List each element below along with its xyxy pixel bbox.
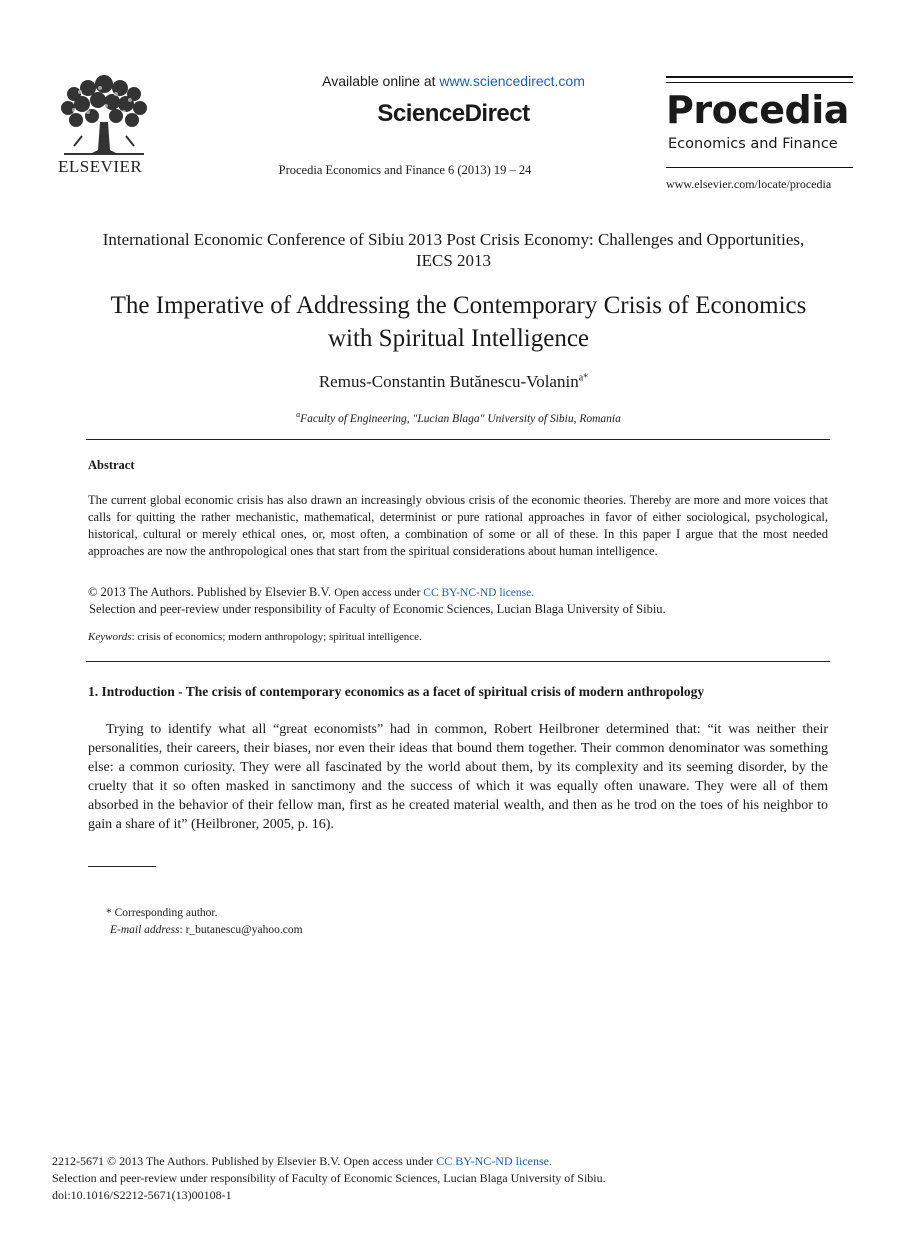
conference-name: International Economic Conference of Sibiu 2013 Post Crisis Economy: Challenges and Opportunities, IECS 2013: [102, 230, 805, 270]
affiliation-mark: a: [296, 410, 301, 419]
affiliation-line: [0, 410, 907, 425]
license-link[interactable]: CC BY-NC-ND license.: [423, 587, 535, 599]
keywords-line: [88, 631, 422, 643]
abstract-bottom-rule: [86, 661, 830, 662]
elsevier-wordmark: ELSEVIER: [58, 157, 143, 176]
corresponding-author-note: * Corresponding author.: [106, 907, 218, 919]
author-line: [0, 372, 907, 392]
procedia-url[interactable]: www.elsevier.com/locate/procedia: [666, 177, 832, 191]
abstract-text: The current global economic crisis has also drawn an increasingly obvious crisis of the economic theories. Thereby are more and more voices that calls for quitting the rather mechanistic, mathematical, determinist or pure rational approaches in favor of either sociological, psychological, historical, cultural or merely ethical ones, or, most often, a combination of some or all of these. In this paper I argue that the most needed approaches are now the anthropological ones that start from the spiritual considerations about human intelligence.: [88, 493, 828, 558]
open-access-label: Open access under: [334, 587, 424, 599]
procedia-rule: [666, 82, 853, 83]
procedia-subtitle: Economics and Finance: [668, 136, 838, 152]
body-paragraph: Trying to identify what all “great economists” had in common, Robert Heilbroner determined that: “it was neither their personalities, their careers, their biases, nor even their ideas that bound them together. Their common denominator was something else: a common curiosity. They were all fascinated by the world about them, by its complexity and its seeming disorder, by the cruelty that it so often masked in sanctimony and the success of which it was equally often unaware. They were all of them absorbed in the behavior of their fellow man, first as he created material wealth, and then as he trod on the toes of his neighbor to gain a share of it” (Heilbroner, 2005, p. 16).: [88, 722, 828, 832]
sciencedirect-url-link[interactable]: www.sciencedirect.com: [439, 73, 585, 89]
procedia-wordmark: Procedia: [666, 88, 849, 132]
footer-doi[interactable]: doi:10.1016/S2212-5671(13)00108-1: [52, 1188, 232, 1202]
footer-issn-line: [52, 1154, 552, 1169]
footer-license-link[interactable]: CC BY-NC-ND license.: [436, 1154, 552, 1168]
keywords-list: : crisis of economics; modern anthropology; spiritual intelligence.: [131, 631, 422, 643]
footer-issn-prefix: 2212-5671 © 2013 The Authors. Published by Elsevier B.V. Open access under: [52, 1154, 437, 1168]
abstract-heading: Abstract: [88, 458, 135, 472]
copyright-line: [88, 585, 534, 600]
author-marks: a*: [578, 372, 589, 384]
section-heading: 1. Introduction - The crisis of contemporary economics as a facet of spiritual crisis of modern anthropology: [88, 684, 705, 699]
abstract-top-rule: [86, 439, 830, 440]
author-name: Remus-Constantin Butănescu-Volanin: [318, 372, 579, 391]
footer-peer-review: Selection and peer-review under responsibility of Faculty of Economic Sciences, Lucian Blaga University of Sibiu.: [52, 1171, 606, 1185]
copyright-prefix: © 2013 The Authors. Published by Elsevier B.V.: [88, 585, 335, 599]
procedia-rule: [666, 167, 853, 168]
footnote-rule: [88, 866, 156, 867]
peer-review-line: Selection and peer-review under responsibility of Faculty of Economic Sciences, Lucian Blaga University of Sibiu.: [89, 602, 666, 616]
procedia-rule: [666, 76, 853, 78]
sciencedirect-wordmark: ScienceDirect: [377, 100, 530, 127]
email-address[interactable]: : r_butanescu@yahoo.com: [179, 924, 303, 936]
paper-title: The Imperative of Addressing the Contemporary Crisis of Economics with Spiritual Intelligence: [110, 292, 807, 352]
affiliation-text: Faculty of Engineering, "Lucian Blaga" University of Sibiu, Romania: [300, 412, 621, 425]
journal-citation: Procedia Economics and Finance 6 (2013) 19 – 24: [278, 163, 532, 177]
keywords-label: Keywords: [88, 631, 132, 643]
email-label: E-mail address: [110, 924, 180, 936]
email-note: [110, 924, 303, 936]
available-prefix: Available online at: [322, 73, 440, 89]
